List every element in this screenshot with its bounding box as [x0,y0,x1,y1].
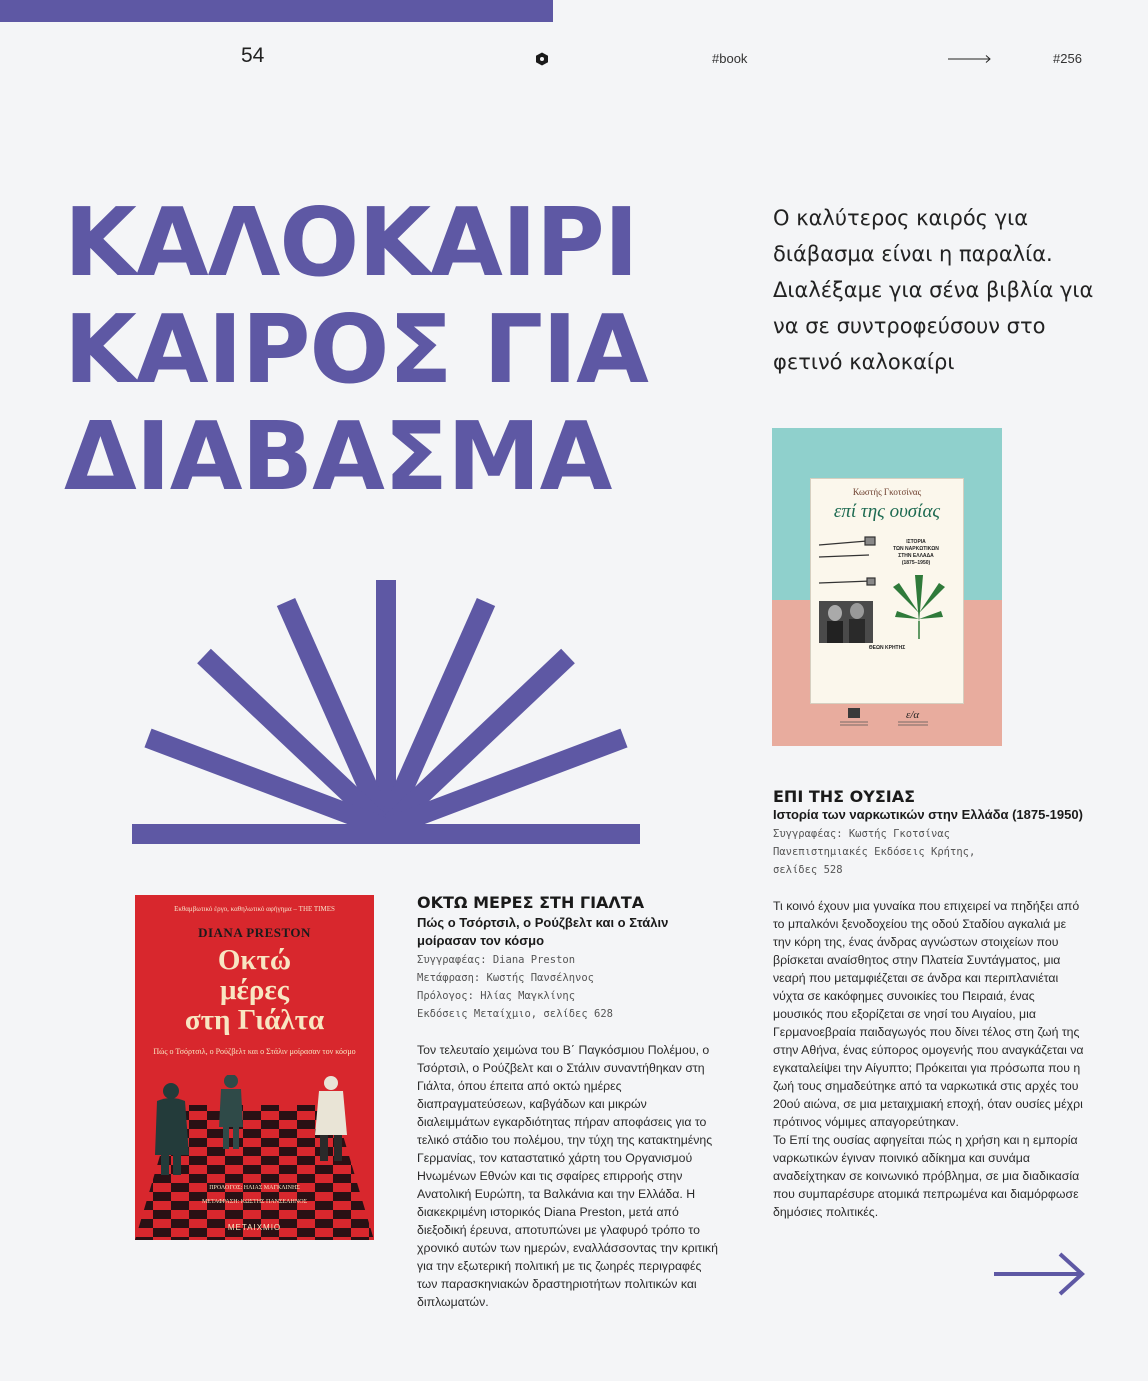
headline-line: ΚΑΛΟΚΑΙΡΙ [64,189,638,298]
meta-translation: Μετάφραση: Κωστής Πανσέληνος [417,972,595,984]
cover-chessboard-illustration [135,1075,374,1240]
headline [64,190,704,511]
cover-card [810,478,964,704]
publisher-logos [810,704,962,734]
meta-publisher: Πανεπιστημιακές Εκδόσεις Κρήτης, [773,846,976,858]
book-meta-yalta [417,951,613,1023]
cover-title-line: στη Γιάλτα [184,1004,325,1036]
book-subtitle-yalta: Πώς ο Τσόρτσιλ, ο Ρούζβελτ και ο Στάλιν μοίρασαν τον κόσμο [417,915,669,948]
book-title-yalta: ΟΚΤΩ ΜΕΡΕΣ ΣΤΗ ΓΙΑΛΤΑ [417,893,645,912]
cover-subtitle-line: ΣΤΗΝ ΕΛΛΑΔΑ [898,553,934,559]
meta-author: Συγγραφέας: Diana Preston [417,954,576,966]
svg-text:ε/α: ε/α [906,709,920,721]
top-accent-bar [0,0,553,22]
cover-title-line: Οκτώ [217,944,292,976]
section-tag: #book [712,51,748,66]
cover-translation: ΜΕΤΑΦΡΑΣΗ: ΚΩΣΤΗΣ ΠΑΝΣΕΛΗΝΟΣ [201,1199,308,1205]
cover-title: επί της ουσίας [833,501,941,522]
cover-title-line: μέρες [220,974,289,1006]
book-subtitle-ousias: Ιστορία των ναρκωτικών στην Ελλάδα (1875-1950) [773,807,1083,822]
meta-author: Συγγραφέας: Κωστής Γκοτσίνας [773,828,951,840]
meta-pages: σελίδες 528 [773,864,843,876]
book-title-ousias: ΕΠΙ ΤΗΣ ΟΥΣΙΑΣ [773,787,916,806]
cover-subtitle-line: (1875–1950) [901,560,931,566]
headline-line: ΔΙΑΒΑΣΜΑ [64,403,612,512]
cover-prologue: ΠΡΟΛΟΓΟΣ: ΗΛΙΑΣ ΜΑΓΚΛΙΝΗΣ [209,1185,300,1191]
book-cover-ousias [772,428,1002,746]
cover-title [135,945,374,1035]
cover-author: Κωστής Γκοτσίνας [852,487,922,497]
cover-subtitle-line: ΤΩΝ ΝΑΡΚΩΤΙΚΩΝ [893,546,939,552]
arrow-right-icon [948,53,992,65]
book-description-yalta: Τον τελευταίο χειμώνα του Β΄ Παγκόσμιου Πολέμου, ο Τσόρτσιλ, ο Ρούζβελτ και ο Στάλιν συναντήθηκαν στη Γιάλτα, όπου έπειτα από οκτώ ημέρες διαπραγματεύσεων, καβγάδων και μικρών διαλειμμάτων εγκαρδιότητας πήραν αποφάσεις για το τελικό στάδιο του πολέμου, την τύχη της κατακτημένης Γερμανίας, τον καταστατικό χάρτη του Οργανισμού Ηνωμένων Εθνών και τις σφαίρες επιρροής στην Ανατολική Ευρώπη, τα Βαλκάνια και την Ελλάδα. Η διακεκριμένη ιστορικός Diana Preston, μετά από διεξοδική έρευνα, αποτυπώνει με γλαφυρό τρόπο το χρονικό αυτών των ημερών, εναλλάσσοντας την κριτική για την εξωτερική πολιτική με τις ζωηρές περιγραφές των παρασκηνιακών δραστηριοτήτων πολιτικών και διπλωματών. [417,1043,718,1309]
hexagon-icon [535,52,549,66]
book-description-ousias-2: Το Επί της ουσίας αφηγείται πώς η χρήση και η εμπορία ναρκωτικών έγιναν ποινικό αδίκημα και συνάμα αναδείχτηκαν σε κοινωνικό πρόβλημα, σε μια διαδικασία που συμπαρέσυρε ατομικά πεπρωμένα και διαμόρφωσε δημόσιες πολιτικές. [773,1133,1080,1219]
cover-subtitle-line: ΙΣΤΟΡΙΑ [906,539,926,545]
cover-author: DIANA PRESTON [198,925,311,940]
issue-number: #256 [1053,51,1082,66]
book-cover-yalta [135,895,374,1240]
cover-subtitle: Πώς ο Τσόρτσιλ, ο Ρούζβελτ και ο Στάλιν μοίρασαν τον κόσμο [153,1047,356,1056]
cover-publisher: ΜΕΤΑΙΧΜΙΟ [227,1223,282,1232]
sunburst-icon [130,578,642,846]
book-meta-ousias [773,825,975,879]
headline-line: ΚΑΙΡΟΣ ΓΙΑ [64,296,648,405]
intro-text: Ο καλύτερος καιρός για διάβασμα είναι η παραλία. Διαλέξαμε για σένα βιβλία για να σε συντροφεύσουν στο φετινό καλοκαίρι [773,206,1094,374]
cover-tagline: Εκθαμβωτικό έργο, καθηλωτικό αφήγημα – THE TIMES [174,905,335,913]
meta-prologue: Πρόλογος: Ηλίας Μαγκλίνης [417,990,576,1002]
meta-publisher: Εκδόσεις Μεταίχμιο, σελίδες 628 [417,1008,613,1020]
cover-series: ΘΕΩΝ ΚΡΗΤΗΣ [868,645,906,651]
next-arrow-icon[interactable] [992,1250,1086,1298]
cover-illustration [815,535,959,643]
book-description-ousias: Τι κοινό έχουν μια γυναίκα που επιχειρεί να πηδήξει από το μπαλκόνι ξενοδοχείου της οδού Σταδίου αγκαλιά με την κόρη της, ένας άνδρας αγνώστων στοιχείων που βρίσκεται αναίσθητος στην Πλατεία Συντάγματος, μια νεαρή που μεταμφιέζεται σε άνδρα και περιπλανιέται νύχτα σε κακόφημες συνοικίες του Πειραιά, ένας μουσικός που εξορίζεται σε νησί του Αιγαίου, μια Γερμανοεβραία παιδαγωγός που δίνει τέλος στη ζωή της στην Αθήνα, ένας εύπορος ομογενής που αναγκάζεται να εγκαταλείψει την Αίγυπτο; Πρόκειται για πρόσωπα που η ζωή τους σημαδεύτηκε από τα ναρκωτικά στις αρχές του 20ού αιώνα, σε μια μεταιχμιακή εποχή, όταν ουσίες μέχρι πρότινος νόμιμες απαγορεύτηκαν. [773,899,1084,1129]
page-number: 54 [241,44,265,67]
